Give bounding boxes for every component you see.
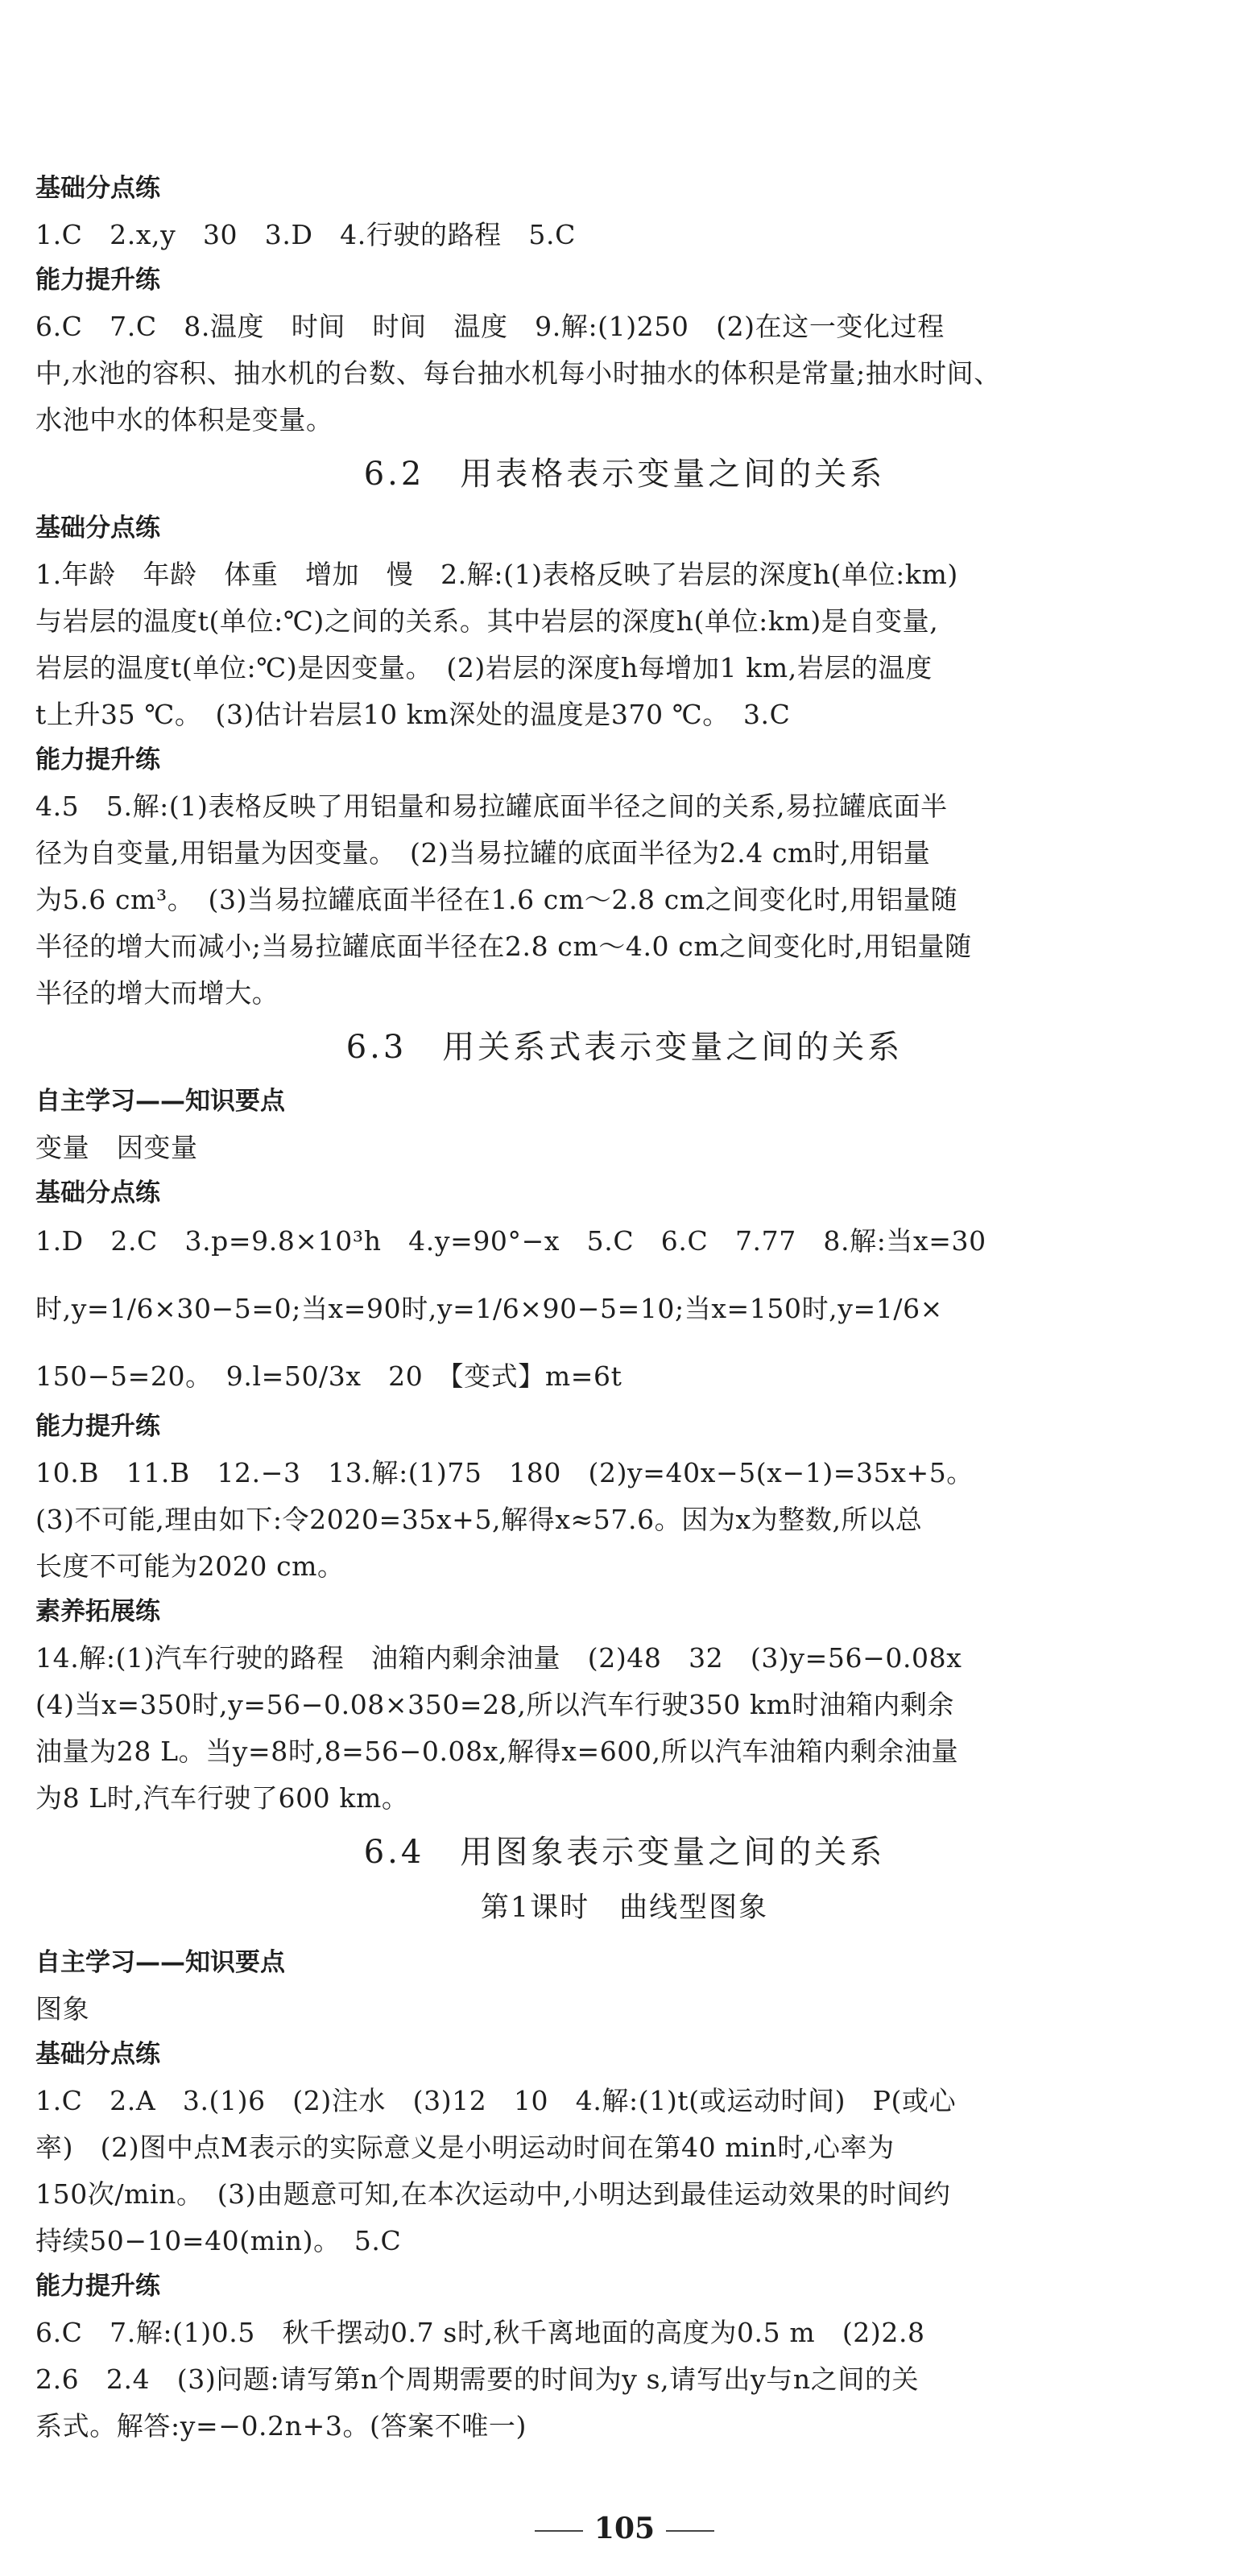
section-title: 6.3 用关系式表示变量之间的关系 (345, 1029, 904, 1066)
answer-line: 时,y=1/6×30−5=0;当x=90时,y=1/6×90−5=10;当x=150时,y=1/6× (35, 1293, 943, 1324)
answer-line: 1.C 2.x,y 30 3.D 4.行驶的路程 5.C (35, 219, 576, 250)
answer-line: 半径的增大而减小;当易拉罐底面半径在2.8 cm～4.0 cm之间变化时,用铝量随 (35, 931, 972, 962)
answer-line: t上升35 ℃。 (3)估计岩层10 km深处的温度是370 ℃。 3.C (35, 699, 791, 730)
answer-line: 变量 因变量 (35, 1132, 198, 1163)
answer-line: (3)不可能,理由如下:令2020=35x+5,解得x≈57.6。因为x为整数,所以总 (35, 1504, 923, 1535)
answer-line: 150次/min。 (3)由题意可知,在本次运动中,小明达到最佳运动效果的时间约 (35, 2178, 951, 2210)
answer-line: 图象 (35, 1993, 90, 2025)
exercise-heading: 基础分点练 (35, 1179, 160, 1208)
answer-line: 1.年龄 年龄 体重 增加 慢 2.解:(1)表格反映了岩层的深度h(单位:km) (35, 559, 958, 590)
answer-line: 水池中水的体积是变量。 (35, 404, 333, 436)
answer-line: 长度不可能为2020 cm。 (35, 1550, 345, 1582)
section-title: 6.2 用表格表示变量之间的关系 (363, 456, 886, 493)
exercise-heading: 能力提升练 (35, 1412, 160, 1441)
answer-line: 4.5 5.解:(1)表格反映了用铝量和易拉罐底面半径之间的关系,易拉罐底面半 (35, 791, 948, 822)
answer-line: 为5.6 cm³。 (3)当易拉罐底面半径在1.6 cm～2.8 cm之间变化时,用铝量随 (35, 884, 958, 915)
answer-line: (4)当x=350时,y=56−0.08×350=28,所以汽车行驶350 km时油箱内剩余 (35, 1689, 955, 1720)
answer-line: 与岩层的温度t(单位:℃)之间的关系。其中岩层的深度h(单位:km)是自变量, (35, 605, 939, 637)
page-number-right-rule (666, 2530, 714, 2532)
exercise-heading: 基础分点练 (35, 2040, 160, 2069)
answer-line: 半径的增大而增大。 (35, 977, 279, 1009)
lesson-subtitle: 第1课时 曲线型图象 (480, 1892, 769, 1924)
answer-line: 油量为28 L。当y=8时,8=56−0.08x,解得x=600,所以汽车油箱内剩余油量 (35, 1736, 959, 1767)
answer-line: 系式。解答:y=−0.2n+3。(答案不唯一) (35, 2410, 527, 2442)
exercise-heading: 基础分点练 (35, 174, 160, 203)
answer-line: 6.C 7.解:(1)0.5 秋千摆动0.7 s时,秋千离地面的高度为0.5 m (2)2.8 (35, 2317, 925, 2348)
answer-line: 1.C 2.A 3.(1)6 (2)注水 (3)12 10 4.解:(1)t(或运动时间) P(或心 (35, 2085, 957, 2116)
exercise-heading: 能力提升练 (35, 745, 160, 774)
exercise-heading: 自主学习——知识要点 (35, 1087, 285, 1116)
answer-line: 10.B 11.B 12.−3 13.解:(1)75 180 (2)y=40x−5(x−1)=35x+5。 (35, 1457, 974, 1488)
exercise-heading: 自主学习——知识要点 (35, 1948, 285, 1977)
answer-line: 岩层的温度t(单位:℃)是因变量。 (2)岩层的深度h每增加1 km,岩层的温度 (35, 652, 933, 683)
exercise-heading: 能力提升练 (35, 266, 160, 295)
answer-line: 150−5=20。 9.l=50/3x 20 【变式】m=6t (35, 1360, 622, 1392)
answer-line: 14.解:(1)汽车行驶的路程 油箱内剩余油量 (2)48 32 (3)y=56−0.08x (35, 1642, 962, 1674)
exercise-heading: 基础分点练 (35, 514, 160, 543)
page-number-text: 105 (593, 2512, 656, 2545)
answer-line: 径为自变量,用铝量为因变量。 (2)当易拉罐的底面半径为2.4 cm时,用铝量 (35, 837, 931, 869)
exercise-heading: 能力提升练 (35, 2272, 160, 2301)
answer-line: 6.C 7.C 8.温度 时间 时间 温度 9.解:(1)250 (2)在这一变化过程 (35, 311, 945, 342)
answer-line: 1.D 2.C 3.p=9.8×10³h 4.y=90°−x 5.C 6.C 7.77 8.解:当x=30 (35, 1225, 986, 1257)
answer-line: 持续50−10=40(min)。 5.C (35, 2225, 402, 2256)
answer-line: 中,水池的容积、抽水机的台数、每台抽水机每小时抽水的体积是常量;抽水时间、 (35, 357, 1001, 389)
section-title: 6.4 用图象表示变量之间的关系 (363, 1834, 886, 1871)
answer-line: 2.6 2.4 (3)问题:请写第n个周期需要的时间为y s,请写出y与n之间的关 (35, 2363, 920, 2395)
exercise-heading: 素养拓展练 (35, 1597, 160, 1626)
page-number-left-rule (535, 2530, 583, 2532)
answer-line: 率) (2)图中点M表示的实际意义是小明运动时间在第40 min时,心率为 (35, 2132, 895, 2163)
answer-line: 为8 L时,汽车行驶了600 km。 (35, 1782, 409, 1814)
page-number (0, 2512, 1249, 2545)
